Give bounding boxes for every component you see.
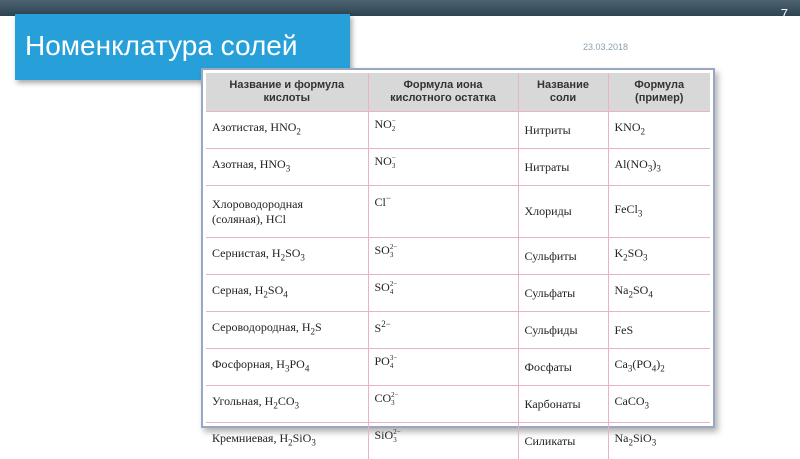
ion-cell: SO 2− 4 [368,275,518,312]
acid-cell: Хлороводородная (соляная), HCl [206,186,368,238]
table-row [206,386,710,423]
acid-cell: Азотная, $HNO_3$ [206,149,368,186]
salt-nomenclature-table [206,73,710,459]
example-cell: $Ca_3(PO_4)_2$ [608,349,710,386]
acid-cell: Кремниевая, $H_2SiO_3$ [206,423,368,459]
example-cell: $K_2SO_3$ [608,238,710,275]
salt-name-cell: Сульфиды [518,312,608,349]
table-row [206,423,710,459]
acid-cell: Сероводородная, $H_2S$ [206,312,368,349]
salt-name-cell: Сульфаты [518,275,608,312]
ion-cell: CO 2− 3 [368,386,518,423]
header-example: Формула (пример) [608,73,710,112]
slide-date: 23.03.2018 [583,42,628,52]
acid-cell: Фосфорная, $H_3PO_4$ [206,349,368,386]
header-ion: Формула иона кислотного остатка [368,73,518,112]
salt-name-cell: Сульфиты [518,238,608,275]
salt-name-cell: Карбонаты [518,386,608,423]
salt-name-cell: Силикаты [518,423,608,459]
ion-cell: Cl− [368,186,518,238]
header-acid: Название и формула кислоты [206,73,368,112]
example-cell: CaCO$_3$ [608,386,710,423]
example-cell: $Na_2SiO_3$ [608,423,710,459]
salt-name-cell: Хлориды [518,186,608,238]
example-cell: FeCl$_3$ [608,186,710,238]
acid-cell: Сернистая, $H_2SO_3$ [206,238,368,275]
ion-cell: $S^{2-}$ [368,312,518,349]
salt-name-cell: Нитраты [518,149,608,186]
ion-cell: NO − 2 [368,112,518,149]
header-salt: Название соли [518,73,608,112]
ion-cell: SiO 2− 3 [368,423,518,459]
table-header-row [206,73,710,112]
ion-cell: SO 2− 3 [368,238,518,275]
salt-name-cell: Нитриты [518,112,608,149]
table-row [206,238,710,275]
ion-cell: NO − 3 [368,149,518,186]
table-row [206,275,710,312]
example-cell: FeS [608,312,710,349]
acid-cell: Азотистая, $HNO_2$ [206,112,368,149]
slide-title: Номенклатура солей [25,28,298,64]
salt-name-cell: Фосфаты [518,349,608,386]
example-cell: $Na_2SO_4$ [608,275,710,312]
table-row [206,186,710,238]
example-cell: $KNO_2$ [608,112,710,149]
table-row [206,312,710,349]
acid-cell: Серная, $H_2SO_4$ [206,275,368,312]
table-row [206,112,710,149]
salt-table-frame [201,68,715,428]
table-row [206,349,710,386]
table-row [206,149,710,186]
acid-cell: Угольная, $H_2CO_3$ [206,386,368,423]
example-cell: $Al(NO_3)_3$ [608,149,710,186]
ion-cell: PO 3− 4 [368,349,518,386]
slide-number: 7 [781,6,788,21]
